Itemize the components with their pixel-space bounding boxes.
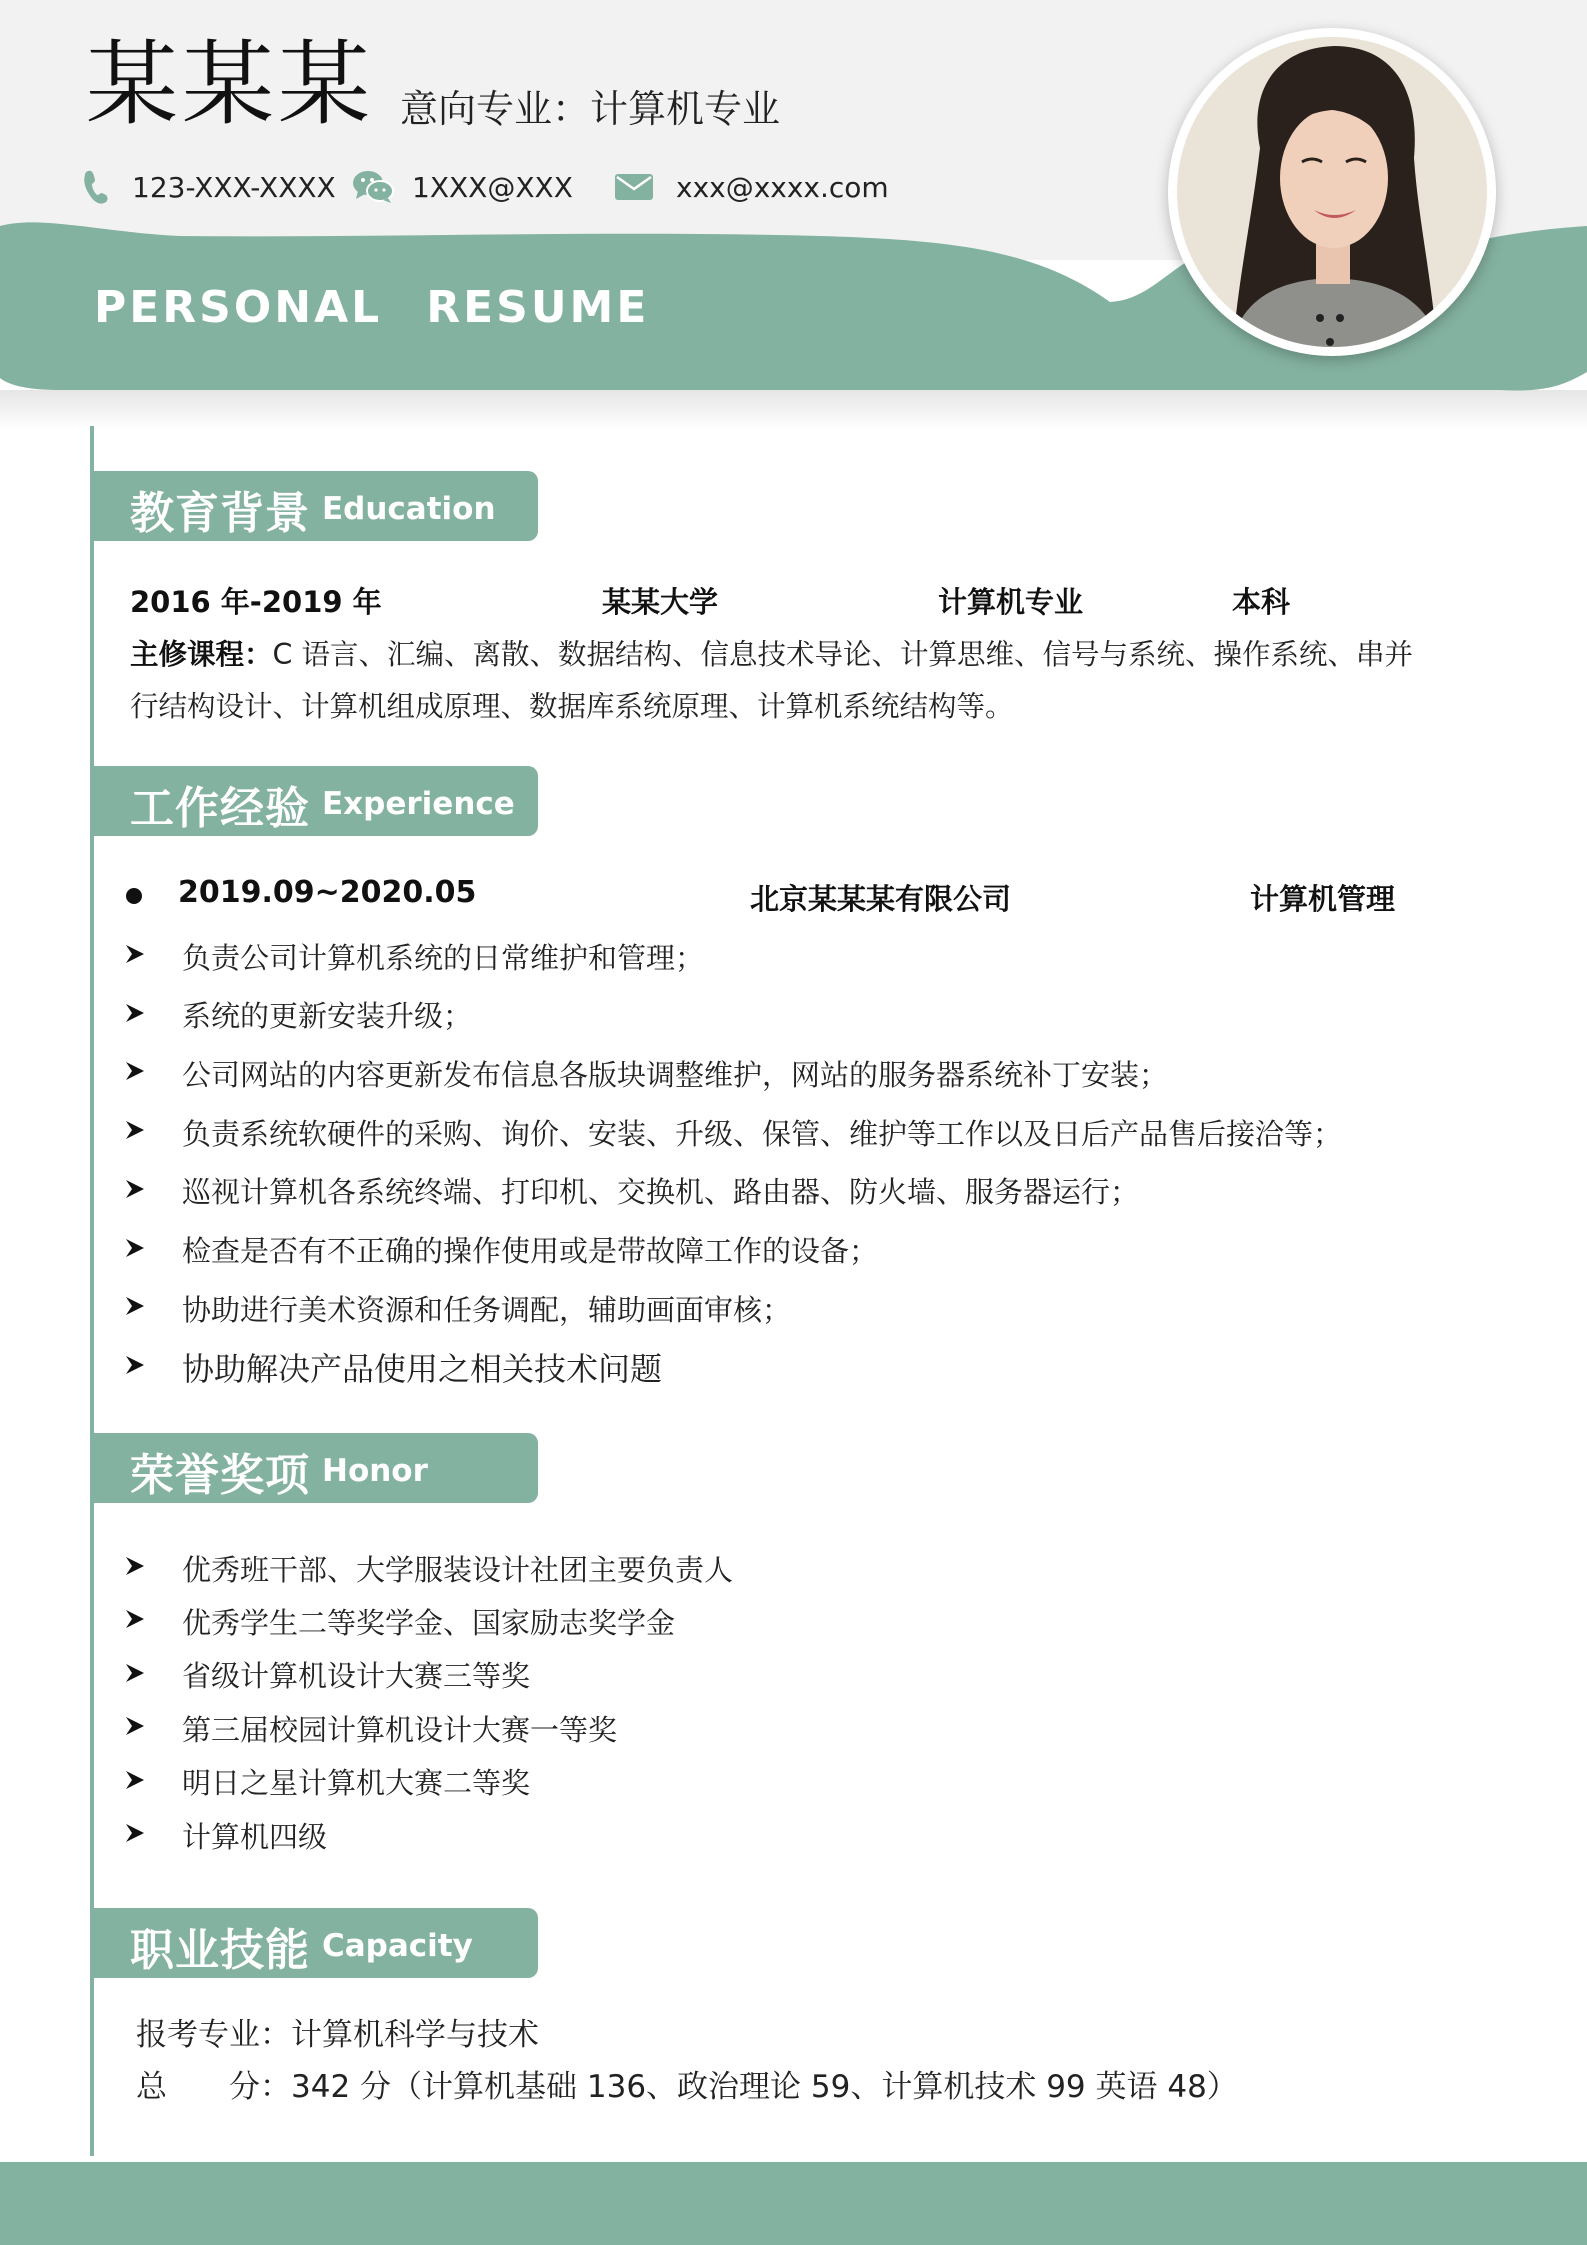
phone-contact [82, 165, 336, 209]
experience-title-cn: 工作经验 [130, 783, 310, 834]
phone-icon [82, 169, 110, 205]
score-label: 总 分： [136, 2069, 291, 2105]
list-item-text: 优秀学生二等奖学金、国家励志奖学金 [182, 1605, 676, 1640]
arrow-bullet-icon [124, 1119, 182, 1145]
arrow-bullet-icon [124, 1178, 182, 1204]
experience-company: 北京某某某有限公司 [750, 882, 1012, 916]
phone-number: 123-XXX-XXXX [132, 170, 336, 204]
courses-text-1: C 语言、汇编、离散、数据结构、信息技术导论、计算思维、信号与系统、操作系统、串并 [272, 638, 1413, 671]
list-item [124, 1345, 662, 1389]
arrow-bullet-icon [124, 1715, 182, 1741]
list-item [124, 1051, 1168, 1095]
score-value: 342 分（计算机基础 136、政治理论 59、计算机技术 99 英语 48） [291, 2069, 1238, 2105]
list-item [124, 1110, 1342, 1154]
capacity-title-en: Capacity [322, 1928, 473, 1964]
list-item [124, 1706, 617, 1750]
list-item-text: 省级计算机设计大赛三等奖 [182, 1659, 531, 1694]
list-item-text: 负责系统软硬件的采购、询价、安装、升级、保管、维护等工作以及日后产品售后接洽等； [182, 1116, 1343, 1151]
candidate-name: 某某某 [86, 31, 375, 138]
arrow-bullet-icon [124, 1769, 182, 1795]
wechat-icon [352, 169, 394, 205]
resume-word-personal: PERSONAL [94, 282, 383, 333]
education-courses-line1 [130, 632, 1413, 673]
education-title-en: Education [322, 491, 496, 527]
arrow-bullet-icon [124, 1555, 182, 1581]
arrow-bullet-icon [124, 943, 182, 969]
list-item-text: 明日之星计算机大赛二等奖 [182, 1766, 531, 1801]
list-item-text: 计算机四级 [182, 1819, 328, 1854]
education-school: 某某大学 [602, 585, 719, 619]
resume-banner-title [94, 282, 649, 333]
arrow-bullet-icon [124, 1662, 182, 1688]
honor-section-header [94, 1433, 538, 1503]
list-item [124, 1228, 878, 1272]
education-section-header [94, 471, 538, 541]
list-item-text: 第三届校园计算机设计大赛一等奖 [182, 1712, 618, 1747]
list-item-text: 公司网站的内容更新发布信息各版块调整维护，网站的服务器系统补丁安装； [182, 1057, 1169, 1092]
capacity-major: 报考专业：计算机科学与技术 [136, 2017, 539, 2053]
mail-icon [614, 172, 654, 202]
honor-title-cn: 荣誉奖项 [130, 1450, 310, 1501]
arrow-bullet-icon [124, 1822, 182, 1848]
education-period: 2016 年-2019 年 [130, 585, 382, 619]
education-degree: 本科 [1232, 585, 1291, 619]
experience-position: 计算机管理 [1250, 882, 1396, 916]
list-item-text: 协助进行美术资源和任务调配，辅助画面审核； [182, 1292, 792, 1327]
arrow-bullet-icon [124, 1060, 182, 1086]
list-item [124, 1760, 530, 1804]
list-item-text: 协助解决产品使用之相关技术问题 [182, 1349, 663, 1388]
education-major: 计算机专业 [938, 585, 1084, 619]
list-item-text: 巡视计算机各系统终端、打印机、交换机、路由器、防火墙、服务器运行； [182, 1175, 1140, 1210]
intended-major: 意向专业：计算机专业 [400, 87, 781, 131]
list-item [124, 1813, 327, 1857]
list-item-text: 负责公司计算机系统的日常维护和管理； [182, 940, 705, 975]
footer-bar [0, 2162, 1587, 2245]
timeline-line [90, 426, 94, 2156]
capacity-score [136, 2061, 1238, 2106]
wechat-contact [352, 165, 573, 209]
experience-section-header [94, 766, 538, 836]
bullet-dot [126, 888, 142, 904]
arrow-bullet-icon [124, 1354, 182, 1380]
list-item [124, 1286, 791, 1330]
list-item [124, 1546, 733, 1590]
email-contact [614, 165, 889, 209]
capacity-title-cn: 职业技能 [130, 1925, 310, 1976]
experience-period: 2019.09~2020.05 [178, 875, 477, 910]
list-item [124, 993, 472, 1037]
courses-label: 主修课程： [130, 638, 273, 671]
experience-title-en: Experience [322, 786, 515, 822]
honor-title-en: Honor [322, 1453, 428, 1489]
list-item [124, 1169, 1139, 1213]
arrow-bullet-icon [124, 1295, 182, 1321]
capacity-section-header [94, 1908, 538, 1978]
education-courses-line2: 行结构设计、计算机组成原理、数据库系统原理、计算机系统结构等。 [130, 690, 1014, 723]
email-address: xxx@xxxx.com [676, 170, 889, 204]
list-item [124, 1653, 530, 1697]
list-item [124, 934, 704, 978]
profile-photo [1168, 28, 1496, 356]
arrow-bullet-icon [124, 1608, 182, 1634]
list-item [124, 1599, 675, 1643]
arrow-bullet-icon [124, 1237, 182, 1263]
list-item-text: 检查是否有不正确的操作使用或是带故障工作的设备； [182, 1234, 879, 1268]
education-title-cn: 教育背景 [130, 488, 310, 539]
resume-word-resume: RESUME [426, 282, 650, 333]
arrow-bullet-icon [124, 1002, 182, 1028]
list-item-text: 系统的更新安装升级； [182, 999, 473, 1034]
list-item-text: 优秀班干部、大学服装设计社团主要负责人 [182, 1552, 734, 1587]
wechat-id: 1XXX@XXX [412, 170, 573, 204]
